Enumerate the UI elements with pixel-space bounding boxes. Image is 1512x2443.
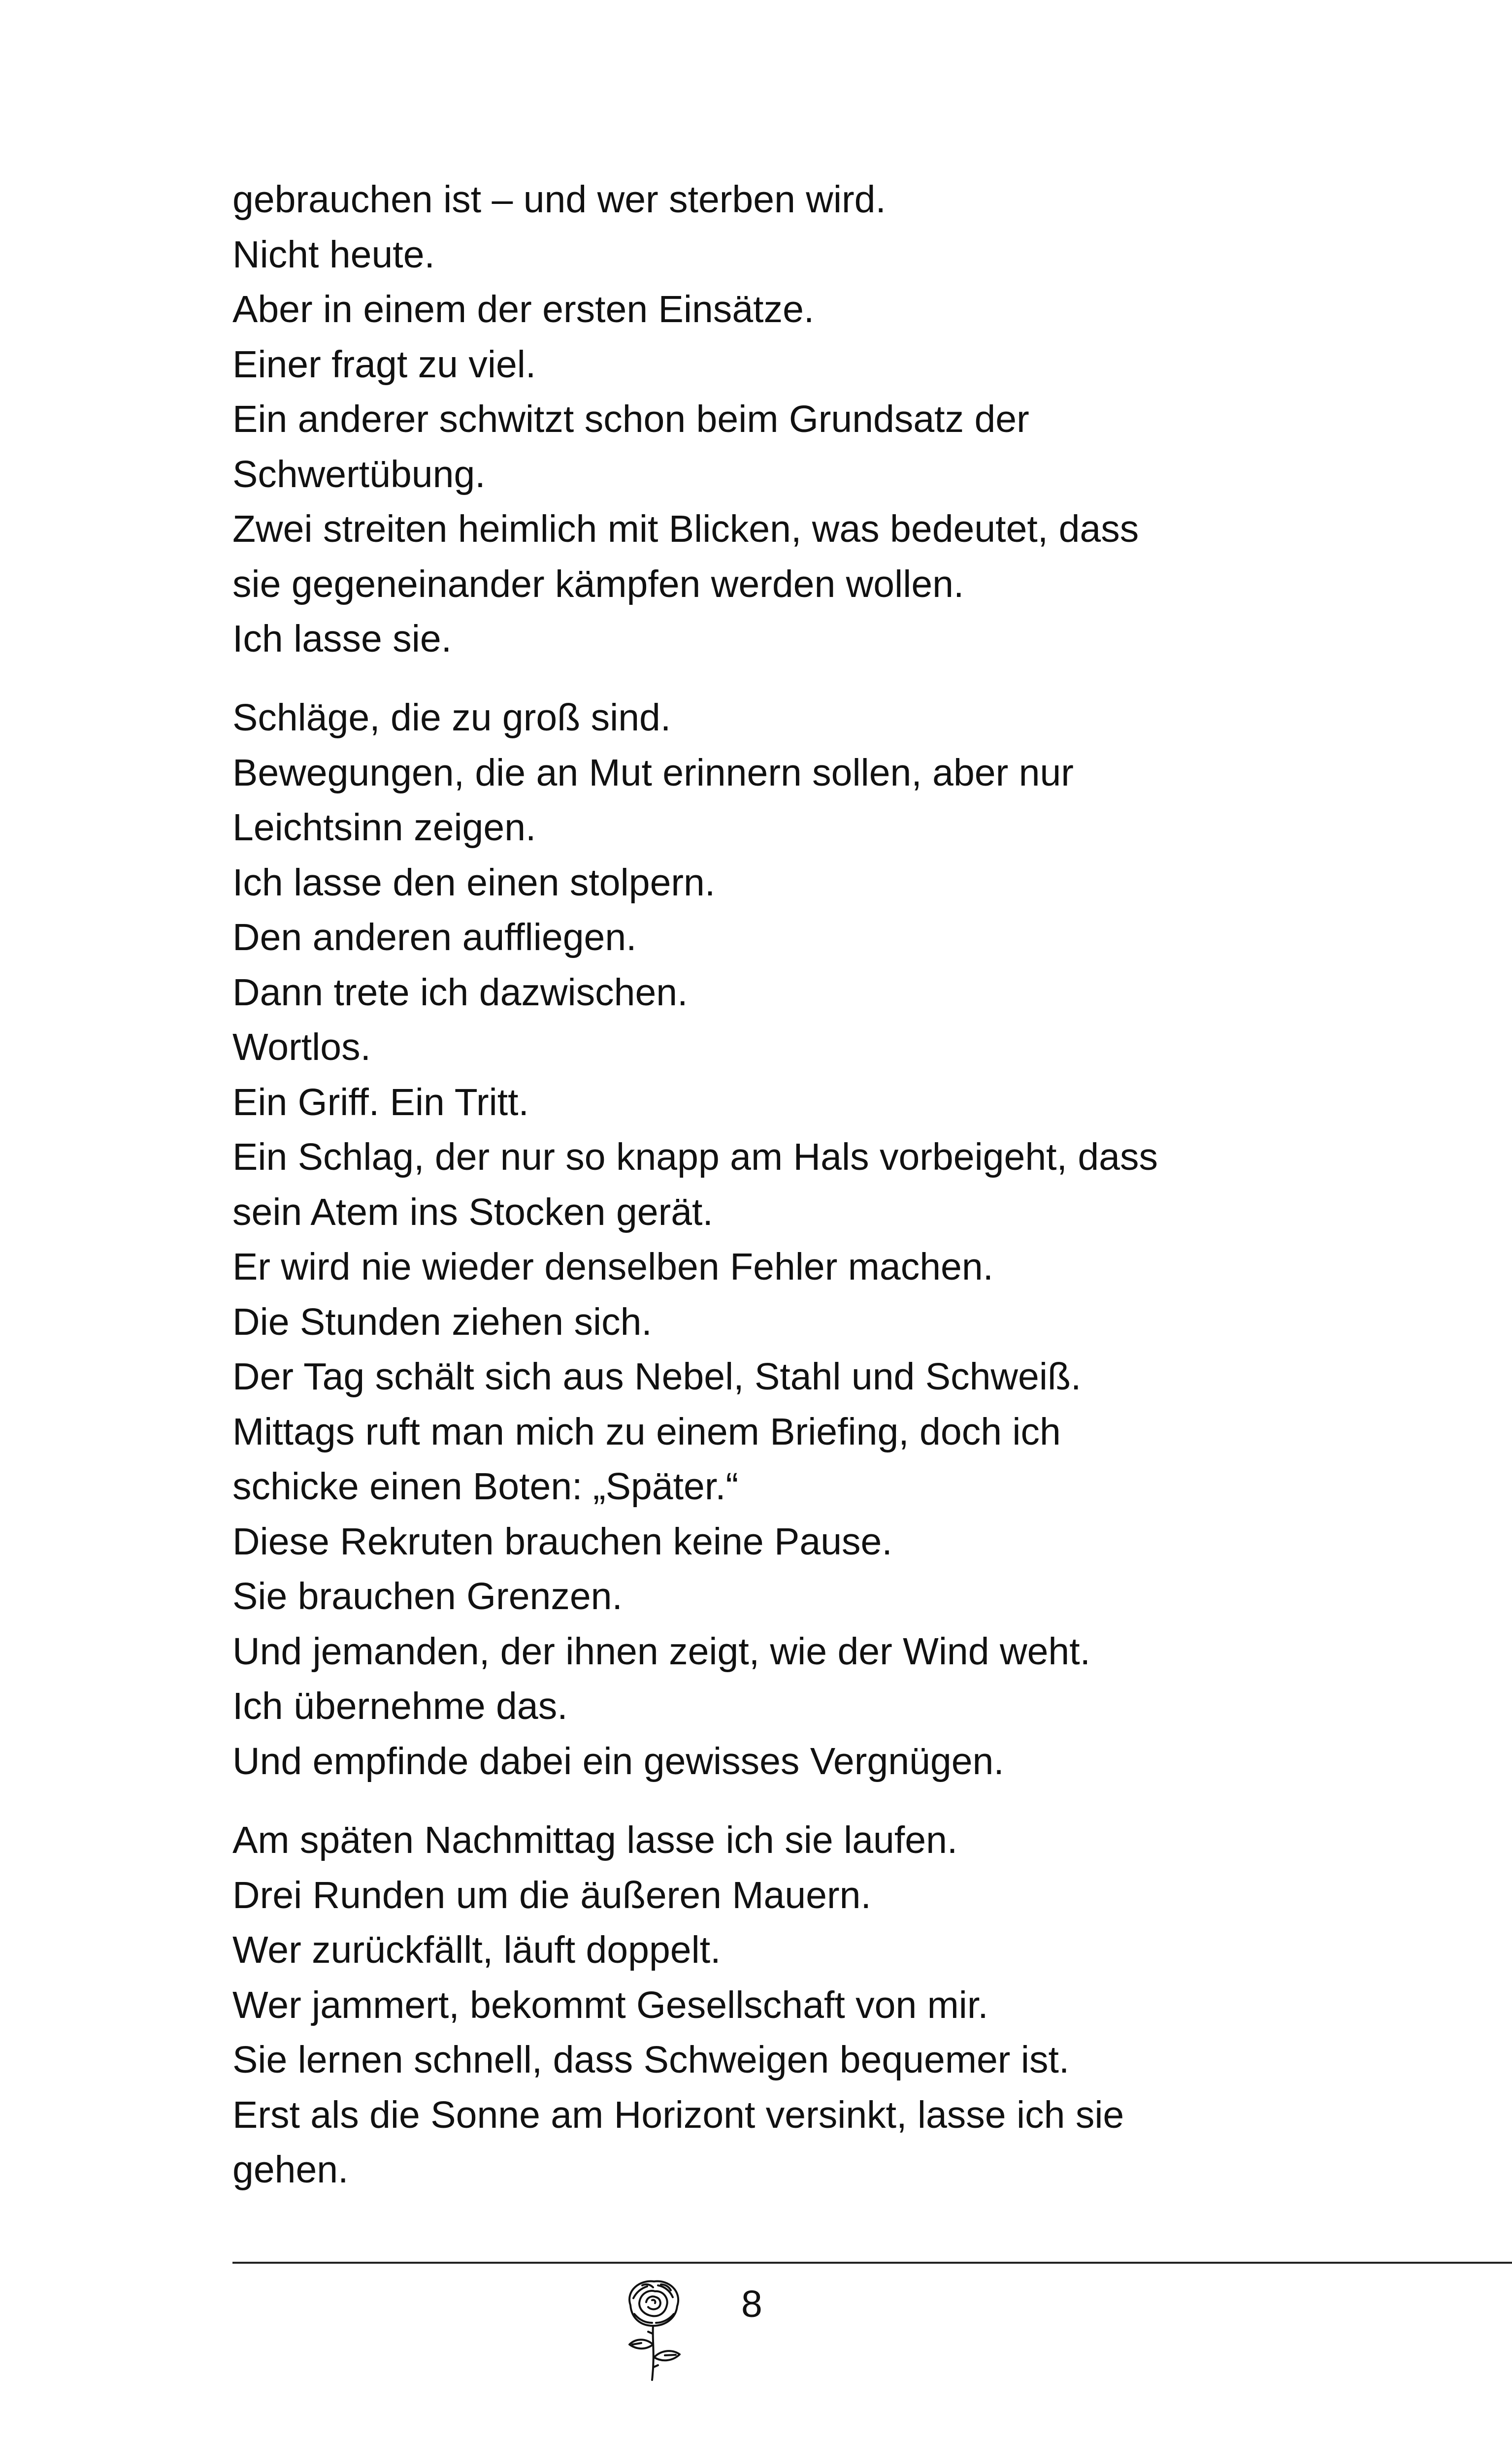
text-line: sein Atem ins Stocken gerät. (232, 1190, 713, 1233)
text-line: Ich lasse sie. (232, 618, 452, 660)
text-line: Er wird nie wieder denselben Fehler machen. (232, 1246, 994, 1288)
text-line: Und jemanden, der ihnen zeigt, wie der Wind weht. (232, 1630, 1091, 1673)
text-line: sie gegeneinander kämpfen werden wollen. (232, 562, 964, 605)
paragraph-3 (232, 1813, 1316, 2198)
text-line: Schwertübung. (232, 453, 486, 495)
text-line: Drei Runden um die äußeren Mauern. (232, 1874, 871, 1916)
text-line: Wortlos. (232, 1026, 371, 1068)
paragraph-2 (232, 691, 1316, 1789)
text-line: Leichtsinn zeigen. (232, 806, 536, 849)
text-line: Diese Rekruten brauchen keine Pause. (232, 1520, 892, 1563)
text-line: Am späten Nachmittag lasse ich sie laufen. (232, 1819, 958, 1861)
text-line: Aber in einem der ersten Einsätze. (232, 288, 815, 330)
text-line: Zwei streiten heimlich mit Blicken, was bedeutet, dass (232, 508, 1139, 550)
page-number: 8 (741, 2283, 762, 2325)
text-line: Sie brauchen Grenzen. (232, 1575, 623, 1618)
text-line: Wer jammert, bekommt Gesellschaft von mir. (232, 1983, 988, 2026)
text-line: Einer fragt zu viel. (232, 343, 536, 386)
text-line: Dann trete ich dazwischen. (232, 971, 688, 1014)
text-line: Nicht heute. (232, 233, 435, 276)
paragraph-1 (232, 172, 1316, 667)
text-line: Den anderen auffliegen. (232, 916, 637, 958)
text-line: Ich lasse den einen stolpern. (232, 861, 716, 904)
text-line: Schläge, die zu groß sind. (232, 696, 671, 739)
text-line: Und empfinde dabei ein gewisses Vergnügen. (232, 1740, 1004, 1783)
text-line: Die Stunden ziehen sich. (232, 1300, 652, 1343)
text-line: Bewegungen, die an Mut erinnern sollen, aber nur (232, 751, 1074, 794)
text-line: gebrauchen ist – und wer sterben wird. (232, 178, 886, 221)
text-line: Der Tag schält sich aus Nebel, Stahl und Schweiß. (232, 1355, 1082, 1398)
text-line: Sie lernen schnell, dass Schweigen bequemer ist. (232, 2039, 1070, 2081)
text-line: gehen. (232, 2148, 349, 2191)
text-line: Wer zurückfällt, läuft doppelt. (232, 1929, 721, 1971)
rose-icon (611, 2271, 694, 2384)
text-line: Ich übernehme das. (232, 1685, 568, 1727)
text-line: Ein Schlag, der nur so knapp am Hals vorbeigeht, dass (232, 1136, 1158, 1178)
text-line: schicke einen Boten: „Später.“ (232, 1465, 739, 1508)
text-line: Ein Griff. Ein Tritt. (232, 1081, 529, 1123)
text-line: Erst als die Sonne am Horizont versinkt, lasse ich sie (232, 2093, 1124, 2136)
text-line: Mittags ruft man mich zu einem Briefing, doch ich (232, 1410, 1061, 1453)
footer-divider (232, 2262, 1512, 2264)
text-line: Ein anderer schwitzt schon beim Grundsatz der (232, 398, 1029, 440)
